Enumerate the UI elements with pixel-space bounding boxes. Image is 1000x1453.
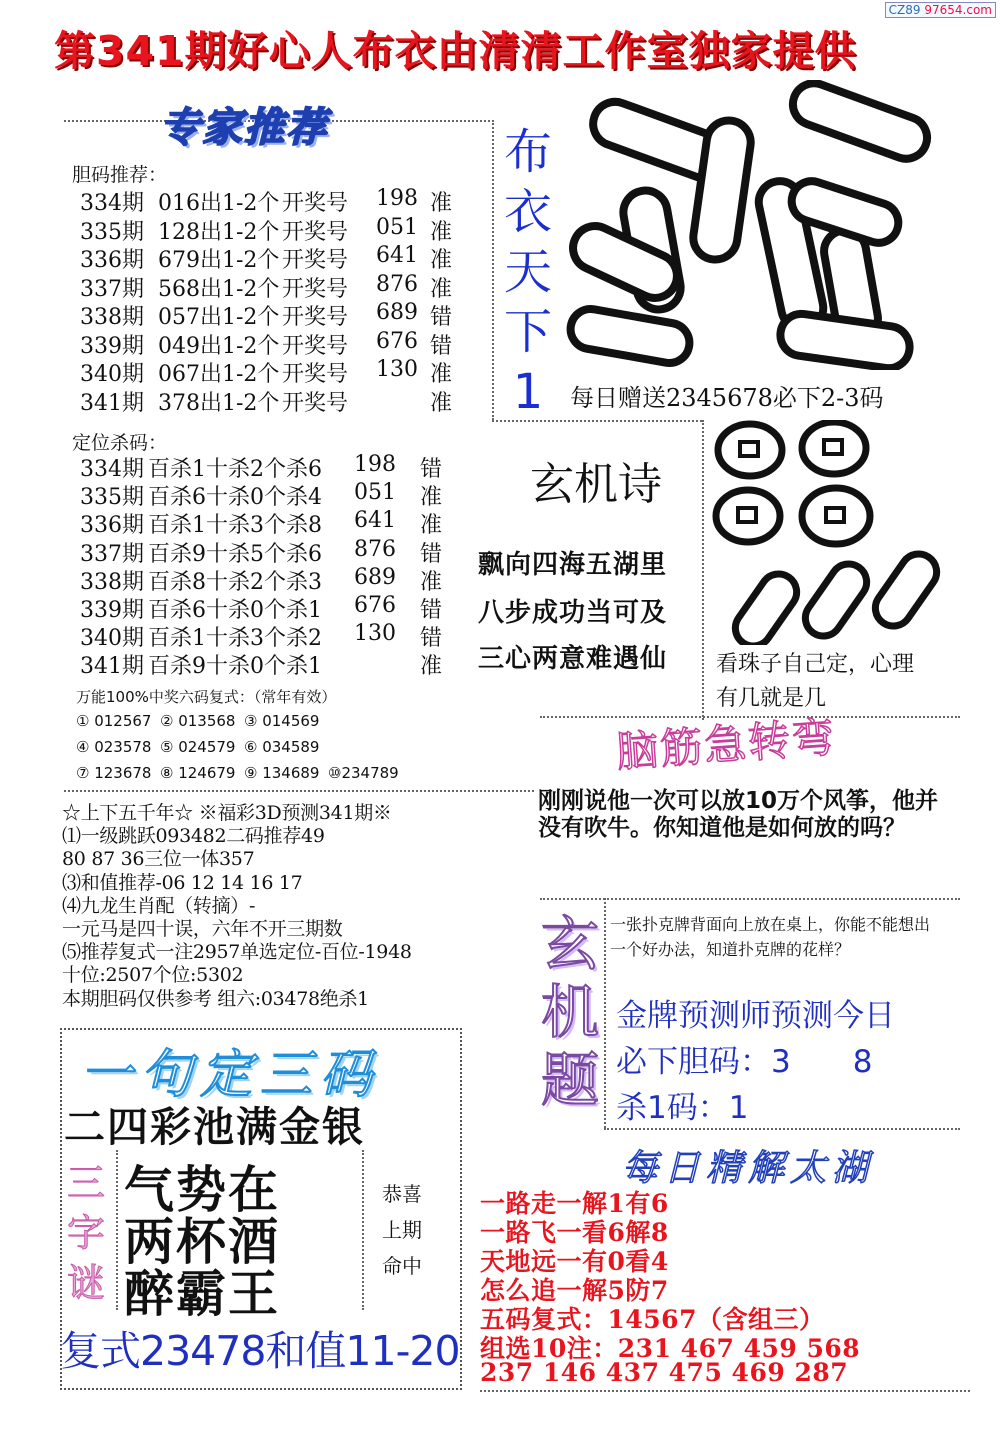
- sanzi-char: 字: [66, 1211, 105, 1255]
- sanzi-line-3: 醉霸王: [124, 1264, 280, 1323]
- taihu-line: 一路飞一看6解8: [480, 1218, 669, 1247]
- kill-draw: 676: [354, 593, 396, 618]
- kill-draw: 051: [354, 480, 396, 506]
- dan-pick: 016出1-2个: [158, 191, 280, 216]
- six-set: ① 012567: [76, 712, 152, 730]
- divider: [604, 898, 606, 1128]
- sanzi-char: 三: [66, 1161, 105, 1205]
- divider: [362, 1150, 364, 1310]
- kill-result: 错: [420, 626, 443, 652]
- kill-label: 定位杀码：: [72, 432, 168, 454]
- xuanji-title-char: 题: [540, 1046, 599, 1114]
- poem-line-3: 三心两意难遇仙: [478, 644, 668, 674]
- site-watermark: [885, 2, 996, 18]
- card-riddle: 一张扑克牌背面向上放在桌上，你能不能想出一个好办法，知道扑克牌的花样？: [610, 915, 931, 959]
- dan-draw: 641: [376, 243, 418, 268]
- kill-pick: 百杀9十杀0个杀1: [148, 654, 322, 680]
- dan-word: 开奖号: [282, 390, 349, 416]
- taihu-line: 怎么追一解5防7: [480, 1276, 669, 1305]
- dan-label: 胆码推荐：: [72, 164, 168, 186]
- kill-issue: 341期: [80, 654, 144, 680]
- dan-word: 开奖号: [282, 362, 349, 387]
- kill-draw: 876: [354, 536, 396, 562]
- kill-result: 准: [420, 569, 443, 595]
- xuanji-title-char: 玄: [540, 910, 599, 978]
- dan-draw: 876: [376, 271, 418, 297]
- dan-result: 错: [430, 305, 453, 330]
- kill-pick: 百杀1十杀2个杀6: [148, 457, 322, 482]
- divider: [540, 898, 960, 900]
- dan-word: 开奖号: [282, 248, 349, 273]
- six-set: ⑨ 134689: [244, 764, 320, 782]
- divider: [604, 1128, 960, 1130]
- kill-draw: 130: [354, 621, 396, 647]
- dan-result: 准: [430, 248, 453, 273]
- kill-pick: 百杀8十杀2个杀3: [148, 569, 322, 595]
- dan-result: 准: [430, 276, 453, 302]
- dan-pick: 067出1-2个: [158, 362, 280, 387]
- divider: [480, 1390, 970, 1392]
- brain-text: 刚刚说他一次可以放10万个风筝，他并没有吹牛。你知道他是如何放的吗？: [538, 788, 939, 841]
- dan-issue: 334期: [80, 191, 144, 216]
- coin-caption-line: 有几就是几: [716, 686, 827, 711]
- kill-pick: 百杀9十杀5个杀6: [148, 541, 322, 567]
- dan-pick: 128出1-2个: [158, 219, 280, 245]
- coin-caption-line: 看珠子自己定，心理: [716, 652, 915, 677]
- history-line: 80 87 36三位一体357: [62, 848, 255, 871]
- dan-draw: 689: [376, 300, 418, 325]
- dan-pick: 057出1-2个: [158, 305, 280, 330]
- congrats-1: 恭喜: [382, 1182, 422, 1206]
- history-line: ⑶和值推荐-06 12 14 16 17: [62, 871, 303, 894]
- xuanji-title: [540, 910, 600, 1114]
- congrats-2: 上期: [382, 1218, 422, 1242]
- taihu-line: 组选10注：231 467 459 568: [480, 1334, 861, 1363]
- kill-draw: 198: [354, 452, 396, 477]
- dan-issue: 335期: [80, 219, 144, 245]
- kill-pick: 百杀1十杀3个杀8: [148, 513, 322, 539]
- kill-issue: 339期: [80, 598, 144, 623]
- xuanji-title-char: 机: [540, 978, 599, 1046]
- dan-issue: 339期: [80, 333, 144, 359]
- taihu-line: 五码复式：14567（含组三）: [480, 1305, 825, 1334]
- divider: [702, 420, 704, 720]
- dan-pick: 049出1-2个: [158, 333, 280, 359]
- history-line: 本期胆码仅供参考 组六:03478绝杀1: [62, 987, 369, 1010]
- dan-draw: 676: [376, 328, 418, 354]
- gold-line-2: 必下胆码：3 8: [616, 1044, 873, 1080]
- history-line: ⑸推荐复式一注2957单选定位-百位-1948: [62, 941, 412, 964]
- dan-issue: 341期: [80, 390, 144, 416]
- gold-line-3: 杀1码：1: [616, 1090, 749, 1126]
- buyi-title: [498, 122, 558, 422]
- buyi-title-char: 下: [503, 304, 552, 360]
- sanzi-char: 谜: [66, 1261, 105, 1305]
- taihu-line: 237 146 437 475 469 287: [480, 1358, 849, 1387]
- six-set: ③ 014569: [244, 712, 320, 730]
- dan-result: 准: [430, 362, 453, 387]
- taihu-title: 每日精解太湖: [622, 1148, 875, 1189]
- daily-gift: 每日赠送2345678必下2-3码: [570, 384, 884, 412]
- dan-word: 开奖号: [282, 276, 349, 302]
- riddle-title: 玄机诗: [530, 459, 662, 510]
- kill-issue: 336期: [80, 513, 144, 539]
- six-set: ⑩234789: [328, 764, 399, 782]
- watermark-left: CZ89: [888, 3, 921, 17]
- kill-result: 错: [420, 541, 443, 567]
- buyi-title-char: 天: [503, 244, 552, 300]
- divider: [116, 1150, 118, 1310]
- history-line: ☆上下五千年☆ ※福彩3D预测341期※: [62, 802, 392, 824]
- dan-word: 开奖号: [282, 219, 349, 245]
- history-line: 十位:2507个位:5302: [62, 964, 244, 987]
- dan-result: 错: [430, 333, 453, 359]
- history-line: ⑴一级跳跃093482二码推荐49: [62, 825, 325, 848]
- dan-pick: 568出1-2个: [158, 276, 280, 302]
- poem-line-2: 八步成功当可及: [478, 598, 668, 628]
- kill-pick: 百杀6十杀0个杀4: [148, 485, 322, 511]
- taihu-line: 天地远一有0看4: [480, 1247, 669, 1276]
- buyi-title-char: 衣: [503, 184, 552, 240]
- kill-issue: 335期: [80, 485, 144, 511]
- coins-art: [708, 420, 958, 645]
- combo-text: 复式23478和值11-20: [60, 1327, 460, 1375]
- buyi-title-char: 1: [512, 364, 544, 420]
- history-line: 一元马是四十误，六年不开三期数: [62, 918, 343, 940]
- dan-result: 准: [430, 191, 453, 216]
- taihu-line: 一路走一解1有6: [480, 1189, 669, 1218]
- six-set: ⑤ 024579: [160, 738, 236, 756]
- divider: [492, 120, 494, 420]
- six-set: ② 013568: [160, 712, 236, 730]
- six-label: 万能100%中奖六码复式：（常年有效）: [76, 688, 337, 706]
- dan-issue: 337期: [80, 276, 144, 302]
- coin-caption: [716, 648, 956, 716]
- kill-issue: 340期: [80, 626, 144, 652]
- dan-pick: 378出1-2个: [158, 390, 280, 416]
- kill-issue: 337期: [80, 541, 144, 567]
- kill-result: 准: [420, 513, 443, 539]
- dan-result: 准: [430, 390, 453, 416]
- dan-word: 开奖号: [282, 191, 349, 216]
- page-title: 第341期好心人布衣由清清工作室独家提供: [54, 27, 857, 75]
- kill-pick: 百杀1十杀3个杀2: [148, 626, 322, 652]
- dan-word: 开奖号: [282, 333, 349, 359]
- dan-draw: 198: [376, 186, 418, 211]
- congrats-3: 命中: [382, 1254, 422, 1278]
- sanzi-line-1: 气势在: [124, 1160, 280, 1219]
- dan-issue: 340期: [80, 362, 144, 387]
- yiju-title: 一句定三码: [80, 1045, 381, 1105]
- kill-result: 错: [420, 457, 443, 482]
- kill-result: 准: [420, 485, 443, 511]
- pool-text: 二四彩池满金银: [64, 1103, 365, 1151]
- dan-pick: 679出1-2个: [158, 248, 280, 273]
- big-number-art: [560, 80, 950, 370]
- dan-issue: 338期: [80, 305, 144, 330]
- kill-draw: 641: [354, 508, 396, 534]
- dan-word: 开奖号: [282, 305, 349, 330]
- kill-draw: 689: [354, 564, 396, 590]
- poem-line-1: 飘向四海五湖里: [478, 550, 668, 580]
- divider: [64, 790, 534, 792]
- six-set: ④ 023578: [76, 738, 152, 756]
- dan-draw: 130: [376, 357, 418, 382]
- kill-result: 错: [420, 598, 443, 623]
- brain-title: 脑筋急转弯: [614, 712, 838, 777]
- kill-pick: 百杀6十杀0个杀1: [148, 598, 322, 623]
- dan-draw: 051: [376, 214, 418, 240]
- sanzi-line-2: 两杯酒: [124, 1212, 280, 1271]
- dan-result: 准: [430, 219, 453, 245]
- sanzi-title: [62, 1158, 110, 1308]
- kill-issue: 334期: [80, 457, 144, 482]
- history-line: ⑷九龙生肖配（转摘）-: [62, 894, 256, 917]
- dan-issue: 336期: [80, 248, 144, 273]
- buyi-title-char: 布: [503, 124, 552, 180]
- six-set: ⑧ 124679: [160, 764, 236, 782]
- kill-issue: 338期: [80, 569, 144, 595]
- six-set: ⑦ 123678: [76, 764, 152, 782]
- gold-line-1: 金牌预测师预测今日: [616, 998, 895, 1034]
- expert-title: 专家推荐: [160, 105, 328, 151]
- watermark-right: 97654.com: [924, 3, 992, 17]
- kill-result: 准: [420, 654, 443, 680]
- six-set: ⑥ 034589: [244, 738, 320, 756]
